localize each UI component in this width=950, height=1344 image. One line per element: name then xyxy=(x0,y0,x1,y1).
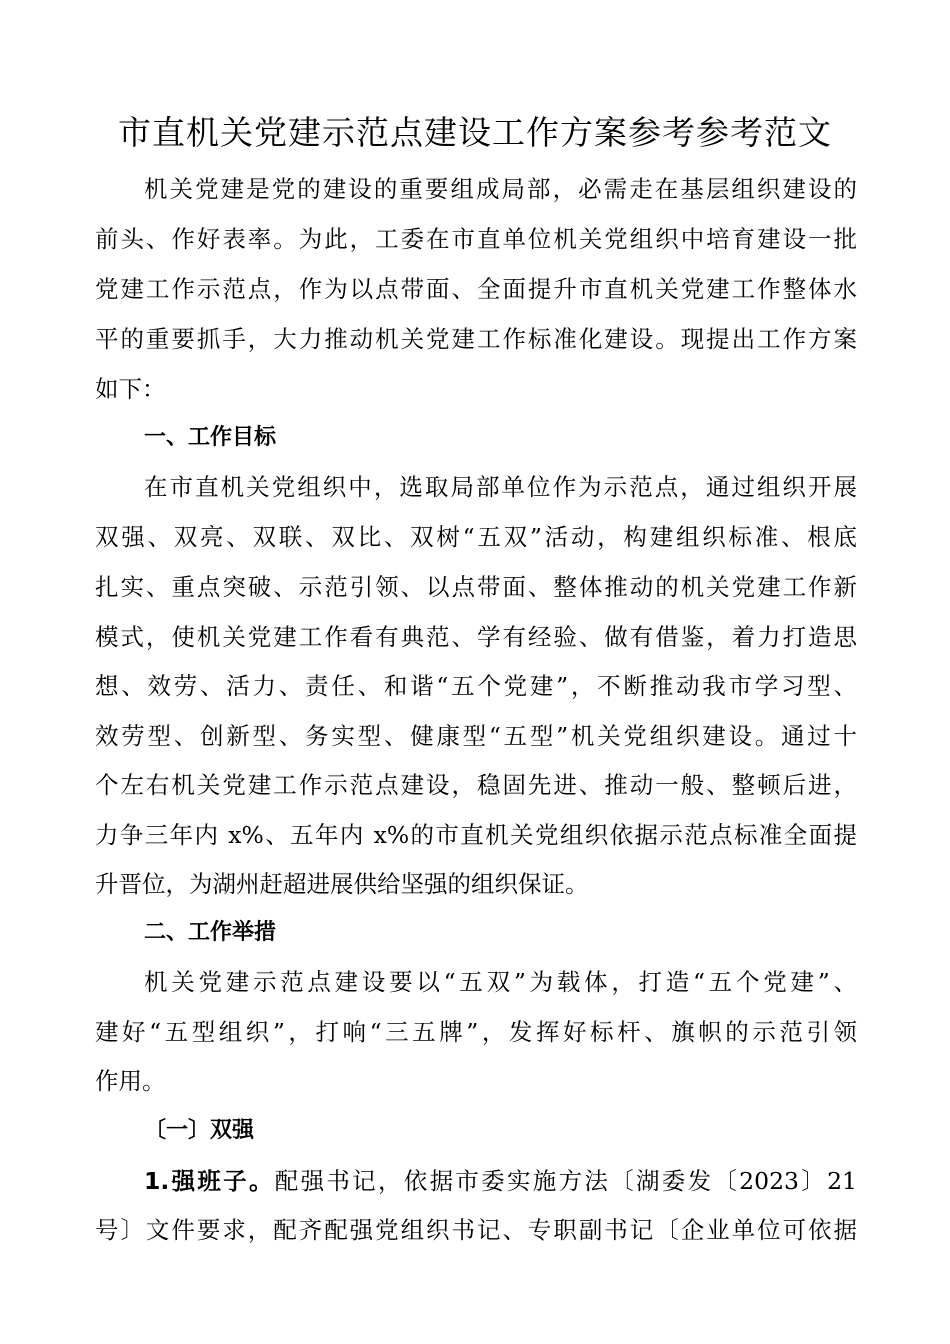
document-title: 市直机关党建示范点建设工作方案参考参考范文 xyxy=(118,113,832,152)
section-2-line-1: 机关党建示范点建设要以“五双”为载体，打造“五个党建”、 xyxy=(144,968,857,996)
section-1-line-9: 升晋位，为湖州赶超进展供给坚强的组织保证。 xyxy=(95,870,589,898)
section-1-line-1: 在市直机关党组织中，选取局部单位作为示范点，通过组织开展 xyxy=(144,473,857,501)
item-1-label: 1.强班子。 xyxy=(144,1167,275,1195)
section-1-heading: 一、工作目标 xyxy=(144,425,277,450)
section-1-line-8: 力争三年内 x%、五年内 x%的市直机关党组织依据示范点标准全面提 xyxy=(95,821,857,849)
section-2-heading: 二、工作举措 xyxy=(144,920,277,945)
intro-line-1: 机关党建是党的建设的重要组成局部，必需走在基层组织建设的 xyxy=(144,175,857,203)
section-1-line-5: 想、效劳、活力、责任、和谐“五个党建”，不断推动我市学习型、 xyxy=(95,672,857,700)
section-1-line-2: 双强、双亮、双联、双比、双树“五双”活动，构建组织标准、根底 xyxy=(95,523,857,551)
section-1-line-7: 个左右机关党建工作示范点建设，稳固先进、推动一般、整顿后进， xyxy=(95,771,857,799)
item-1-line-1 xyxy=(144,1156,857,1206)
item-1-text: 配强书记，依据市委实施方法〔湖委发〔2023〕21 xyxy=(274,1167,857,1195)
subsection-1-heading: 〔一〕双强 xyxy=(144,1118,255,1143)
intro-line-3: 党建工作示范点，作为以点带面、全面提升市直机关党建工作整体水 xyxy=(95,275,857,303)
section-1-line-3: 扎实、重点突破、示范引领、以点带面、整体推动的机关党建工作新 xyxy=(95,573,857,601)
section-1-line-6: 效劳型、创新型、务实型、健康型“五型”机关党组织建设。通过十 xyxy=(95,722,857,750)
section-2-line-3: 作用。 xyxy=(95,1067,166,1095)
section-2-line-2: 建好“五型组织”，打响“三五牌”，发挥好标杆、旗帜的示范引领 xyxy=(95,1018,857,1046)
intro-line-5: 如下： xyxy=(95,375,166,403)
intro-line-2: 前头、作好表率。为此，工委在市直单位机关党组织中培育建设一批 xyxy=(95,225,857,253)
section-1-line-4: 模式，使机关党建工作看有典范、学有经验、做有借鉴，着力打造思 xyxy=(95,623,857,651)
intro-line-4: 平的重要抓手，大力推动机关党建工作标准化建设。现提出工作方案 xyxy=(95,325,857,353)
item-1-line-2: 号〕文件要求，配齐配强党组织书记、专职副书记〔企业单位可依据 xyxy=(95,1216,857,1244)
